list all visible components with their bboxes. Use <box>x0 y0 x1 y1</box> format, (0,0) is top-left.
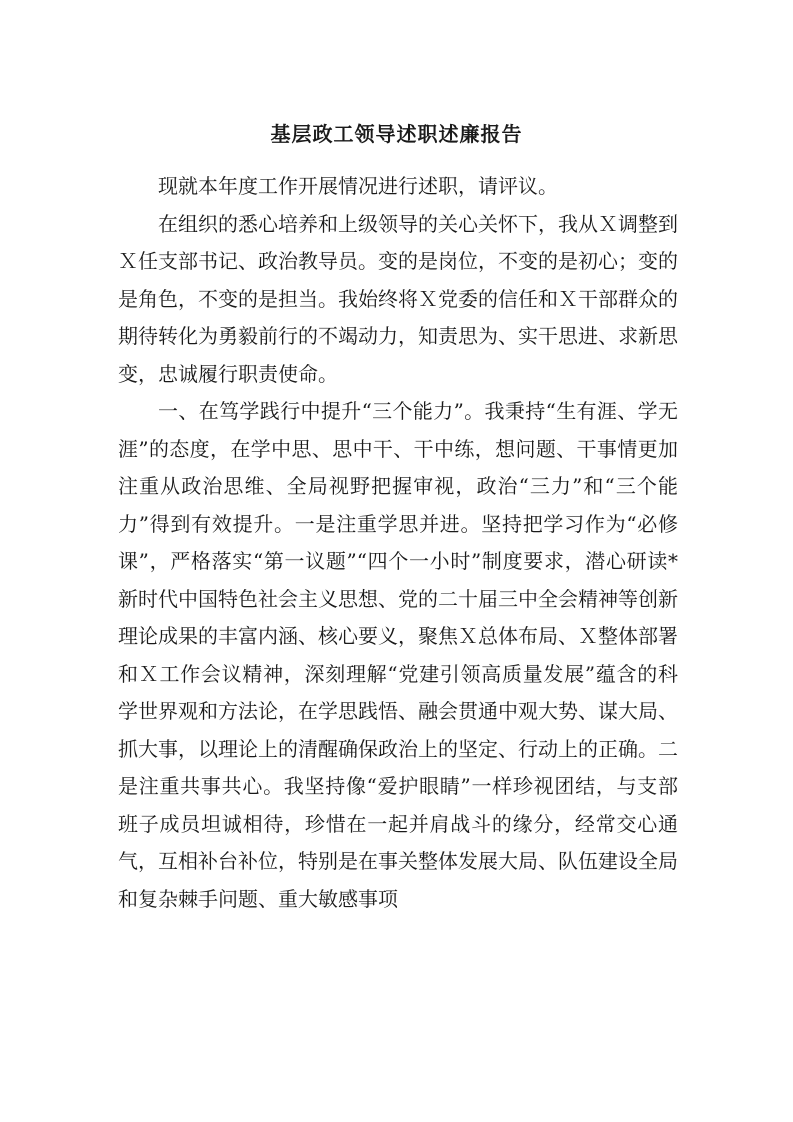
document-body <box>118 168 678 918</box>
paragraph-background: 在组织的悉心培养和上级领导的关心关怀下，我从Ｘ调整到Ｘ任支部书记、政治教导员。变的是岗位，不变的是初心；变的是角色，不变的是担当。我始终将Ｘ党委的信任和Ｘ干部群众的期待转化为勇毅前行的不竭动力，知责思为、实干思进、求新思变，忠诚履行职责使命。 <box>118 211 678 386</box>
paragraph-intro: 现就本年度工作开展情况进行述职，请评议。 <box>158 174 558 198</box>
paragraph-section-one: 一、在笃学践行中提升“三个能力”。我秉持“生有涯、学无涯”的态度，在学中思、思中干、干中练，想问题、干事情更加注重从政治思维、全局视野把握审视，政治“三力”和“三个能力”得到有效提升。一是注重学思并进。坚持把学习作为“必修课”，严格落实“第一议题”“四个一小时”制度要求，潜心研读*新时代中国特色社会主义思想、党的二十届三中全会精神等创新理论成果的丰富内涵、核心要义，聚焦Ｘ总体布局、Ｘ整体部署和Ｘ工作会议精神，深刻理解“党建引领高质量发展”蕴含的科学世界观和方法论，在学思践悟、融会贯通中观大势、谋大局、抓大事，以理论上的清醒确保政治上的坚定、行动上的正确。二是注重共事共心。我坚持像“爱护眼睛”一样珍视团结，与支部班子成员坦诚相待，珍惜在一起并肩战斗的缘分，经常交心通气，互相补台补位，特别是在事关整体发展大局、队伍建设全局和复杂棘手问题、重大敏感事项 <box>118 399 678 911</box>
document-title: 基层政工领导述职述廉报告 <box>270 122 523 146</box>
